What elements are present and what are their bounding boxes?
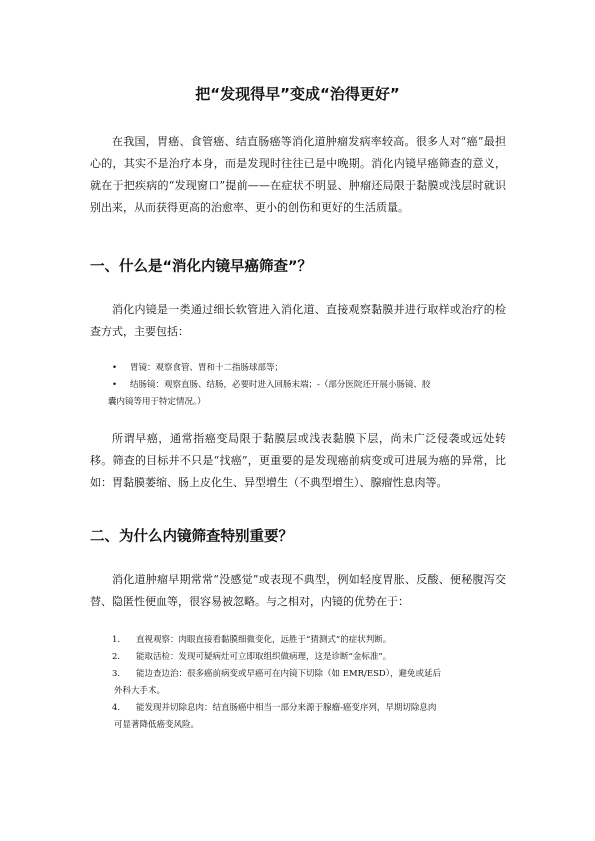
list-item: 3. 能边查边治：很多癌前病变或早癌可在内镜下切除（如 EMR/ESD），避免或延后 外科大手术。 xyxy=(90,666,510,700)
section-1-paragraph-2: 所谓早癌，通常指癌变局限于黏膜层或浅表黏膜下层，尚未广泛侵袭或远处转移。筛查的目标并不只是“找癌”，更重要的是发现癌前病变或可进展为癌的异常，比如：胃黏膜萎缩、肠上皮化生、异型增生（不典型增生）、腺瘤性息肉等。 xyxy=(90,432,506,489)
section-1-bullet-list xyxy=(90,360,510,411)
list-item: • 胃镜：观察食管、胃和十二指肠球部等； xyxy=(90,360,510,377)
list-item: 1. 直视观察：肉眼直接看黏膜细微变化，远胜于“猜测式”的症状判断。 xyxy=(90,632,510,649)
section-2-paragraph-1: 消化道肿瘤早期常常“没感觉”或表现不典型，例如轻度胃胀、反酸、便秘腹泻交替、隐匿性便血等，很容易被忽略。与之相对，内镜的优势在于： xyxy=(90,573,506,608)
section-1-paragraph-1: 消化内镜是一类通过细长软管进入消化道、直接观察黏膜并进行取样或治疗的检查方式，主要包括： xyxy=(90,303,506,338)
list-item: 4. 能发现并切除息肉：结直肠癌中相当一部分来源于腺瘤-癌变序列，早期切除息肉 可显著降低癌变风险。 xyxy=(90,700,510,734)
list-item: 2. 能取活检：发现可疑病灶可立即取组织做病理，这是诊断“金标准”。 xyxy=(90,649,510,666)
bullet-icon: • xyxy=(112,380,118,390)
bullet-icon: • xyxy=(112,363,118,373)
section-2-numbered-list xyxy=(90,632,510,734)
section-1-heading: 一、什么是“消化内镜早癌筛查”？ xyxy=(90,259,313,275)
list-number: 3. xyxy=(112,669,121,679)
intro-paragraph: 在我国，胃癌、食管癌、结直肠癌等消化道肿瘤发病率较高。很多人对“癌”最担心的，其实不是治疗本身，而是发现时往往已是中晚期。消化内镜早癌筛查的意义，就在于把疾病的“发现窗口”提前——在症状不明显、肿瘤还局限于黏膜或浅层时就识别出来，从而获得更高的治愈率、更小的创伤和更好的生活质量。 xyxy=(90,135,506,214)
document-title: 把“发现得早”变成“治得更好” xyxy=(195,85,400,103)
list-number: 4. xyxy=(112,703,121,713)
section-2-heading: 二、为什么内镜筛查特别重要？ xyxy=(90,529,293,545)
list-item: • 结肠镜：观察直肠、结肠，必要时进入回肠末端；-（部分医院还开展小肠镜、胶 囊内镜等用于特定情况。） xyxy=(90,377,510,411)
list-number: 2. xyxy=(112,652,121,662)
list-number: 1. xyxy=(112,635,121,645)
